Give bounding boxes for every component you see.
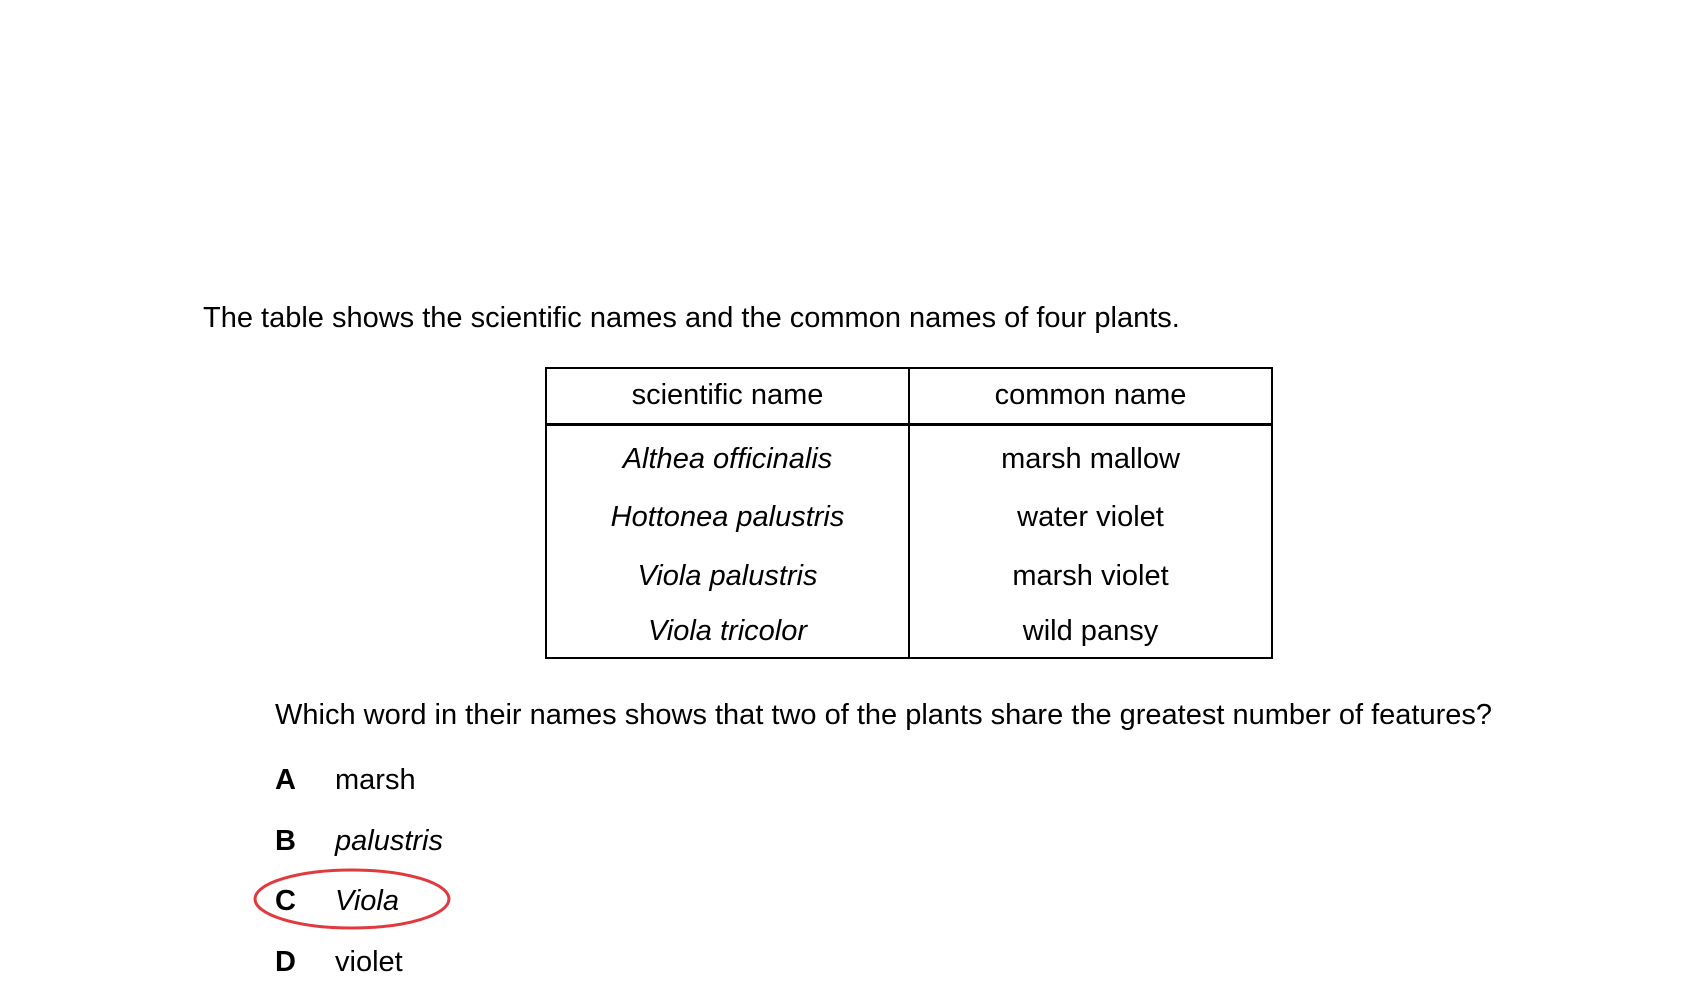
scientific-name-cell: Althea officinalis (546, 424, 909, 488)
header-common-name: common name (909, 368, 1272, 424)
option-letter: D (275, 946, 296, 978)
option-text: violet (335, 946, 403, 978)
option-text: Viola (335, 885, 399, 917)
option-letter: A (275, 764, 296, 796)
option-letter: B (275, 825, 296, 857)
option-letter: C (275, 885, 296, 917)
common-name-cell: marsh violet (909, 547, 1272, 606)
header-scientific-name: scientific name (546, 368, 909, 424)
question-intro: The table shows the scientific names and the common names of four plants. (203, 302, 1180, 334)
scientific-name-cell: Viola palustris (546, 547, 909, 606)
question-prompt: Which word in their names shows that two of the plants share the greatest number of features? (275, 699, 1493, 731)
scientific-name-cell: Viola tricolor (546, 606, 909, 658)
scientific-name-cell: Hottonea palustris (546, 488, 909, 547)
option-text: marsh (335, 764, 416, 796)
option-text: palustris (335, 825, 443, 857)
plant-names-table (545, 367, 1273, 659)
common-name-cell: water violet (909, 488, 1272, 547)
table-row (546, 488, 1272, 547)
common-name-cell: marsh mallow (909, 424, 1272, 488)
option-a[interactable] (275, 762, 416, 798)
table-row (546, 547, 1272, 606)
option-b[interactable] (275, 823, 443, 859)
common-name-cell: wild pansy (909, 606, 1272, 658)
table-header-row (546, 368, 1272, 424)
table-row (546, 606, 1272, 658)
option-c[interactable] (275, 883, 399, 919)
option-d[interactable] (275, 944, 403, 980)
table-row (546, 424, 1272, 488)
